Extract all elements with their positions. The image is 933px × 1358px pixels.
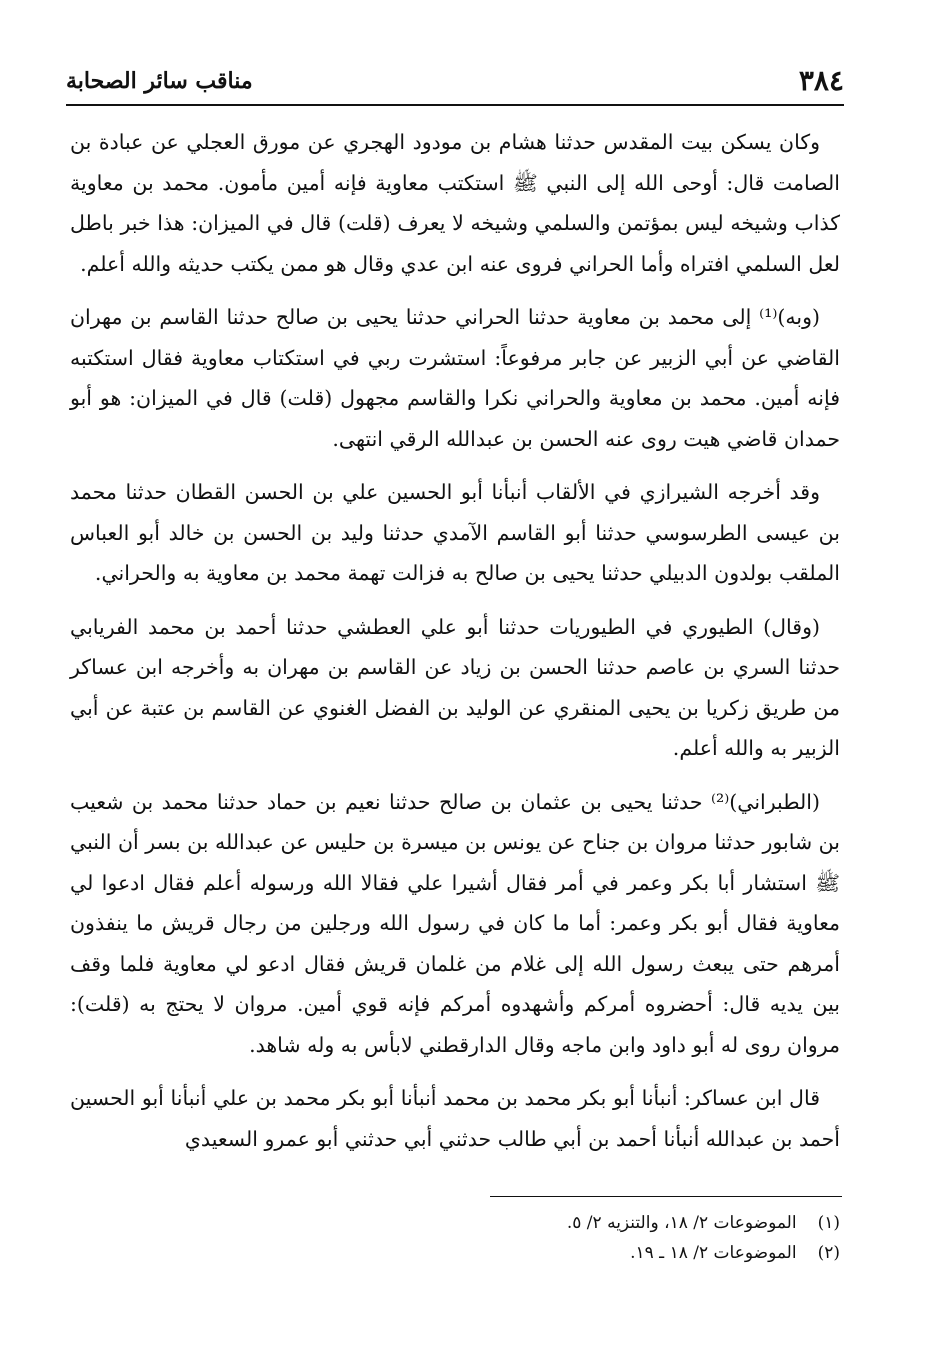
footnote-text: الموضوعات ٢/ ١٨، والتنزيه ٢/ ٥.: [566, 1213, 797, 1233]
footnote-number: (٢): [817, 1243, 840, 1263]
running-title: مناقب سائر الصحابة: [66, 68, 253, 94]
paragraph-4: (وقال) الطيوري في الطيوريات حدثنا أبو علي العطشي حدثنا أحمد بن محمد الفريابي حدثنا السري بن عاصم حدثنا الحسن بن زياد عن القاسم بن مهران به وأخرجه ابن عساكر من طريق زكريا بن يحيى المنقري عن الوليد بن الفضل الغنوي عن القاسم بن عتبة عن أبي الزبير به والله أعلم.: [70, 614, 840, 760]
paragraph-3: وقد أخرجه الشيرازي في الألقاب أنبأنا أبو الحسين علي بن الحسن القطان حدثنا محمد بن عيسى الطرسوسي حدثنا أبو القاسم الآمدي حدثنا وليد بن الحسن بن خالد أبو العباس الملقب بولدون الدبيلي حدثنا يحيى بن صالح به فزالت تهمة محمد بن معاوية به والحراني.: [70, 480, 840, 585]
main-text: [70, 122, 840, 1172]
paragraph-6: قال ابن عساكر: أنبأنا أبو بكر محمد بن محمد أنبأنا أبو بكر محمد بن علي أنبأنا أبو الحسين أحمد بن عبدالله أنبأنا أحمد بن أبي طالب حدثني أبي حدثني أبو عمرو السعيدي: [70, 1086, 840, 1151]
header-divider: [66, 104, 844, 106]
footnote-1: [70, 1208, 840, 1238]
footnote-number: (١): [817, 1213, 840, 1233]
footnote-2: [70, 1238, 840, 1268]
footnotes: [70, 1208, 840, 1268]
footnote-divider: [490, 1196, 842, 1197]
page-number: ٣٨٤: [798, 64, 844, 97]
paragraph-1: وكان يسكن بيت المقدس حدثنا هشام بن مودود الهجري عن مورق العجلي عن عبادة بن الصامت قال: أوحى الله إلى النبي ﷺ استكتب معاوية فإنه أمين مأمون. محمد بن معاوية كذاب وشيخه ليس بمؤتمن والسلمي وشيخه لا يعرف (قلت) قال في الميزان: هذا خبر باطل لعل السلمي افتراه وأما الحراني فروى عنه ابن عدي وقال هو ممن يكتب حديثه والله أعلم.: [70, 130, 840, 276]
footnote-text: الموضوعات ٢/ ١٨ ـ ١٩.: [630, 1243, 797, 1263]
paragraph-2: (وبه)⁽¹⁾ إلى محمد بن معاوية حدثنا الحراني حدثنا يحيى بن صالح حدثنا القاسم بن مهران القاضي عن أبي الزبير عن جابر مرفوعاً: استشرت ربي في استكتاب معاوية فقال استكتبه فإنه أمين. محمد بن معاوية والحراني نكرا والقاسم مجهول (قلت) قال في الميزان: هو أبو حمدان قاضي هيت روى عنه الحسن بن عبدالله الرقي انتهى.: [70, 305, 840, 451]
page-header: [66, 60, 844, 100]
paragraph-5: (الطبراني)⁽²⁾ حدثنا يحيى بن عثمان بن صالح حدثنا نعيم بن حماد حدثنا محمد بن شعيب بن شابور حدثنا مروان بن جناح عن يونس بن ميسرة بن حليس عن عبدالله بن بسر أن النبي ﷺ استشار أبا بكر وعمر في أمر فقال أشيرا علي فقالا الله ورسوله أعلم فقال ادعوا لي معاوية فقال أبو بكر وعمر: أما ما كان في رسول الله ورجلين من رجال قريش ما ينفذون أمرهم حتى يبعث رسول الله إلى غلام من غلمان قريش فقال ادعو لي معاوية فلما وقف بين يديه قال: أحضروه أمركم وأشهدوه أمركم فإنه قوي أمين. مروان لا يحتج به (قلت): مروان روى له أبو داود وابن ماجه وقال الدارقطني لابأس به وله شاهد.: [70, 789, 840, 1057]
